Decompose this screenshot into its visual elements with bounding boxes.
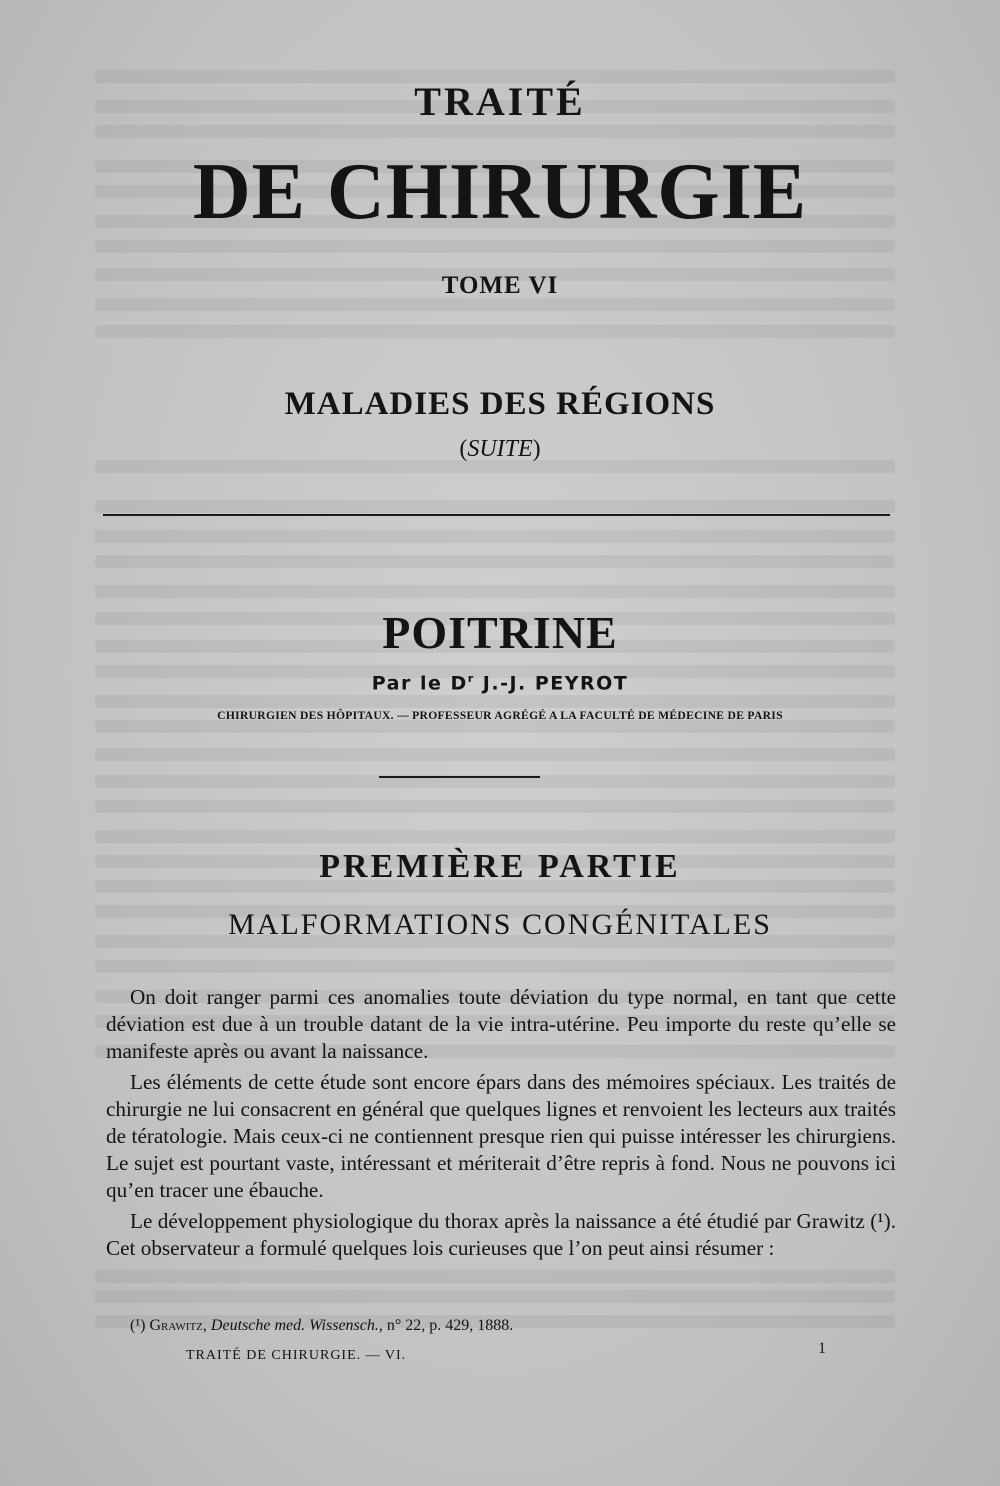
- title-small: TRAITÉ: [414, 79, 586, 124]
- divider-rule: [103, 514, 890, 516]
- paragraph: Le développement physiologique du thorax après la naissance a été étudié par Grawitz (¹). Cet observateur a formulé quelques lois curieuses que l’on peut ainsi résumer :: [106, 1209, 896, 1260]
- show-through-line: [95, 125, 895, 138]
- volume-label: TOME VI: [441, 272, 559, 299]
- show-through-line: [95, 585, 895, 598]
- section-subheading: (SUITE): [459, 436, 541, 462]
- show-through-line: [95, 830, 895, 843]
- title-main: DE CHIRURGIE: [192, 148, 808, 236]
- author-name: J.-J. PEYROT: [474, 672, 629, 695]
- author-affiliation: CHIRURGIEN DES HÔPITAUX. — PROFESSEUR AGRÉGÉ A LA FACULTÉ DE MÉDECINE DE PARIS: [217, 709, 783, 722]
- show-through-line: [95, 325, 895, 338]
- paragraph: Les éléments de cette étude sont encore épars dans des mémoires spéciaux. Les traités de chirurgie ne lui consacrent en général que quelques lignes et renvoient les lecteurs aux traités de tératologie. Mais ceux-ci ne contiennent presque rien qui puisse intéresser les chirurgiens. Le sujet est pourtant vaste, intéressant et mériterait d’être repris à fond. Nous ne pouvons ici qu’en tracer une ébauche.: [106, 1070, 896, 1202]
- footnote-journal: Deutsche med. Wissensch.: [210, 1317, 379, 1334]
- author-prefix: Par le D: [371, 672, 468, 695]
- footnote-marker: (¹): [130, 1317, 150, 1334]
- show-through-line: [95, 695, 895, 708]
- show-through-line: [95, 748, 895, 761]
- author-line: [0, 672, 1000, 694]
- show-through-line: [95, 800, 895, 813]
- footnote: [130, 1317, 513, 1335]
- paragraph: On doit ranger parmi ces anomalies toute déviation du type normal, en tant que cette déviation est due à un trouble datant de la vie intra-utérine. Peu importe du reste qu’elle se manifeste après ou avant la naissance.: [106, 985, 896, 1063]
- running-footer: TRAITÉ DE CHIRURGIE. — VI.: [186, 1348, 407, 1363]
- chapter-title: POITRINE: [382, 607, 618, 658]
- show-through-line: [95, 960, 895, 973]
- show-through-line: [95, 240, 895, 253]
- part-title: PREMIÈRE PARTIE: [319, 848, 681, 885]
- author-prefix-sup: r: [467, 672, 475, 685]
- show-through-line: [95, 1270, 895, 1283]
- footnote-rest: , n° 22, p. 429, 1888.: [378, 1317, 514, 1334]
- short-divider-rule: [379, 776, 540, 778]
- body-text: [106, 984, 896, 1266]
- show-through-line: [95, 555, 895, 568]
- show-through-line: [95, 530, 895, 543]
- suite-text: SUITE: [467, 436, 533, 462]
- footnote-author: Grawitz: [149, 1317, 203, 1334]
- page-number: 1: [818, 1340, 826, 1357]
- show-through-line: [95, 500, 895, 513]
- part-subtitle: MALFORMATIONS CONGÉNITALES: [228, 908, 772, 941]
- show-through-line: [95, 1290, 895, 1303]
- footnote-sep: ,: [202, 1317, 211, 1334]
- section-heading: MALADIES DES RÉGIONS: [284, 386, 716, 422]
